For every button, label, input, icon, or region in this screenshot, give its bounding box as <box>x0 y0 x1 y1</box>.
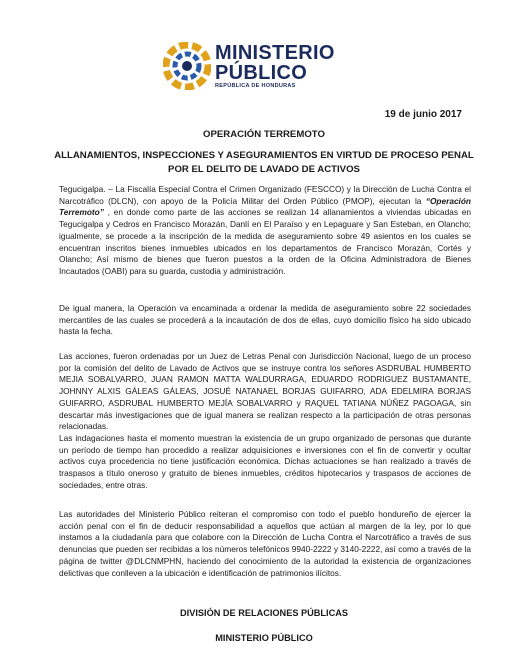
ministerio-publico-logo <box>163 40 373 96</box>
operation-name: “Operación Terremoto” <box>59 195 471 218</box>
subtitle-line-2: POR EL DELITO DE LAVADO DE ACTIVOS <box>168 164 360 175</box>
paragraph-2: De igual manera, la Operación va encaminada a ordenar la medida de aseguramiento sobre 22 sociedades mercantiles de las cuales se procederá a la incautación de dos de ellas, cuyo domicilio físico ha sido ubicado hasta la fecha. <box>59 303 471 337</box>
paragraph-4: Las indagaciones hasta el momento muestran la existencia de un grupo organizado de personas que durante un período de tiempo han procedido a realizar adquisiciones e inversiones con el fin de convertir y ocultar activos cuya procedencia no tiene justificación económica. Dichas actuaciones se han realizado a través de traspasos a título oneroso y gratuito de bienes inmuebles, créditos hipotecarios y traspasos de acciones de sociedades, entre otras. <box>59 433 471 490</box>
paragraph-3: Las acciones, fueron ordenadas por un Juez de Letras Penal con Jurisdicción Nacional, luego de un proceso por la comisión del delito de Lavado de Activos que se instruye contra los señores ASDRUBAL HUMBERTO MEJIA SOBALVARRO, JUAN RAMON MATTA WALDURRAGA, EDUARDO RODRIGUEZ BUSTAMANTE, JOHNNY ALXIS GÁLEAS GÁLEAS, JOSUÉ NATANAEL BORJAS GUIFARRO, ADA EDELMIRA BORJAS GUIFARRO, ASDRUBAL HUMBERTO MEJÍA SOBALVARRO y RAQUEL TATIANA NÚÑEZ PAGOAGA, sin descartar más investigaciones que de igual manera se realizan respecto a la participación de otras personas relacionadas. <box>59 351 471 432</box>
logo-wordmark <box>215 43 335 90</box>
signature-institution: MINISTERIO PÚBLICO <box>215 633 313 643</box>
ministerio-publico-emblem-icon <box>163 42 211 90</box>
paragraph-1-intro: Tegucigalpa. – La Fiscalía Especial Contra el Crimen Organizado (FESCCO) y la Dirección de Lucha Contra el Narcotráfico (DLCN), con apoyo de la Policía Militar del Orden Público (PMOP), ejecutan la <box>59 184 471 206</box>
paragraph-5: Las autoridades del Ministerio Público reiteran el compromiso con todo el pueblo hondureño de ejercer la acción penal con el fin de deducir responsabilidad a aquellos que actúan al margen de la ley, por lo que instamos a la ciudadanía para que colabore con la Dirección de Lucha Contra el Narcotráfico a través de sus denuncias que pueden ser recibidas a los números telefónicos 9940-2222 y 3140-2222, así como a través de la página de twitter @DLCNMPHN, haciendo del conocimiento de la autoridad la existencia de organizaciones delictivas que conlleven a la ubicación e identificación de patrimonios ilícitos. <box>59 509 471 578</box>
document-title: OPERACIÓN TERREMOTO <box>203 129 325 140</box>
paragraph-1 <box>59 184 471 278</box>
subtitle-line-1: ALLANAMIENTOS, INSPECCIONES Y ASEGURAMIENTOS EN VIRTUD DE PROCESO PENAL <box>54 150 474 161</box>
signature-division: DIVISIÓN DE RELACIONES PÚBLICAS <box>180 608 348 618</box>
logo-line-publico: PÚBLICO <box>215 62 308 84</box>
logo-line-republica: REPÚBLICA DE HONDURAS <box>215 83 296 89</box>
paragraph-1-body: , en donde como parte de las acciones se realizan 14 allanamientos a viviendas ubicadas en Tegucigalpa y Cedros en Francisco Morazán, Danlí en El Paraíso y en Lepaguare y San Esteban, en Olancho; igualmente, se procede a la inscripción de la medida de aseguramiento sobre 49 asientos en los cuales se encuentran inscritos bienes inmuebles ubicados en los departamentos de Francisco Morazán, Cortés y Olancho; Así mismo de bienes que fueron puestos a la orden de la Oficina Administradora de Bienes Incautados (OABI) para su guarda, custodia y administración. <box>59 207 471 276</box>
release-date: 19 de junio 2017 <box>384 109 462 120</box>
logo-line-ministerio: MINISTERIO <box>215 42 335 64</box>
document-subtitle <box>0 149 528 177</box>
